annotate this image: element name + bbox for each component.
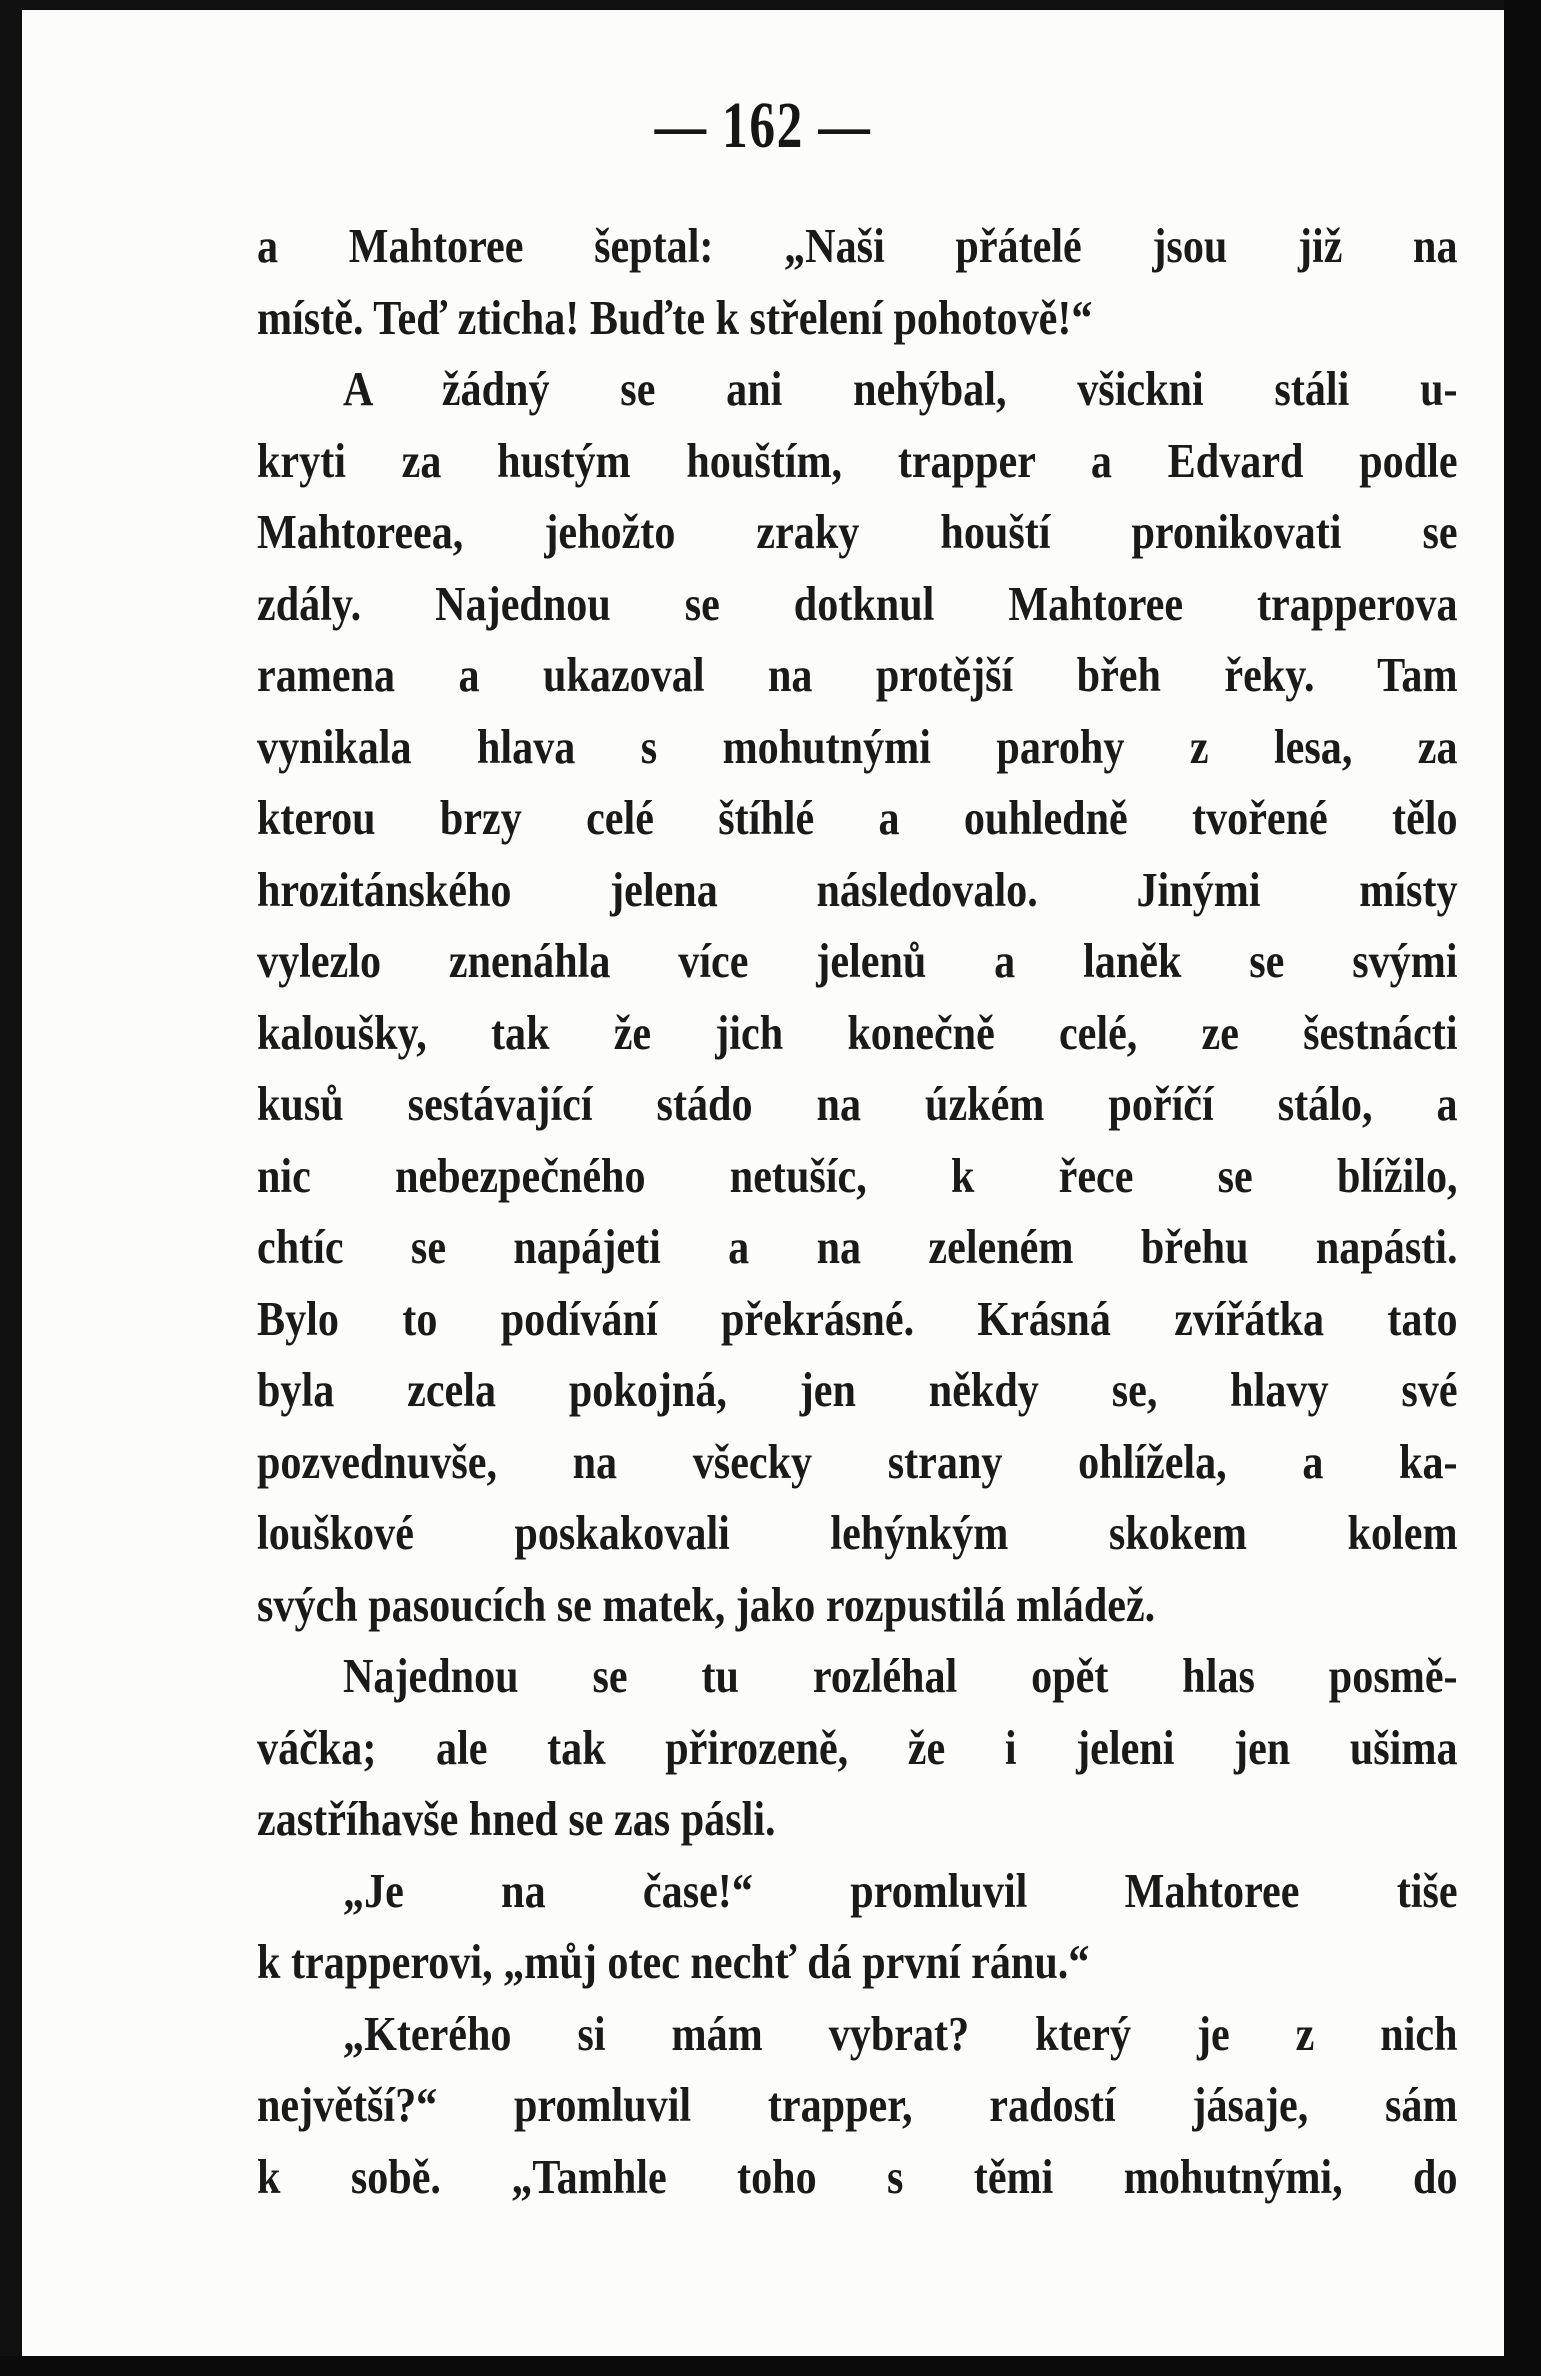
text-line: ramena a ukazoval na protější břeh řeky. Tam [257,647,1458,702]
text-line: k trapperovi, „můj otec nechť dá první ránu.“ [257,1934,1090,1989]
text-line: zdály. Najednou se dotknul Mahtoree trapperova [257,575,1458,631]
text-line: kusů sestávající stádo na úzkém poříčí stálo, a [257,1076,1458,1131]
text-line: zastříhavše hned se zas pásli. [257,1791,776,1846]
text-line: místě. Teď zticha! Buďte k střelení pohotově!“ [257,289,1093,345]
text-line: „Kterého si mám vybrat? který je z nich [343,2005,1458,2061]
text-line: kterou brzy celé štíhlé a ouhledně tvořené tělo [257,790,1458,845]
text-line: pozvednuvše, na všecky strany ohlížela, a ka- [257,1433,1458,1489]
text-line: kryti za hustým houštím, trapper a Edvard podle [257,432,1458,488]
text-line: k sobě. „Tamhle toho s těmi mohutnými, do [257,2148,1458,2204]
page-number: — 162 — [654,89,872,162]
text-line: svých pasoucích se matek, jako rozpustilá mládež. [257,1576,1156,1632]
text-line: Najednou se tu rozléhal opět hlas posmě- [343,1648,1458,1703]
text-line: „Je na čase!“ promluvil Mahtoree tiše [343,1862,1458,1918]
text-line: vynikala hlava s mohutnými parohy z lesa, za [257,718,1458,774]
scan-edge-bottom [0,2356,1541,2376]
text-line: váčka; ale tak přirozeně, že i jeleni jen ušima [257,1719,1458,1775]
text-line: vylezlo znenáhla více jelenů a laněk se svými [257,933,1458,988]
text-line: A žádný se ani nehýbal, všickni stáli u- [343,361,1458,416]
text-line: největší?“ promluvil trapper, radostí jásaje, sám [257,2077,1458,2132]
text-line: chtíc se napájeti a na zeleném břehu napásti. [257,1219,1458,1274]
text-line: Mahtoreea, jehožto zraky houští pronikovati se [257,504,1458,559]
scan-edge-right [1504,0,1541,2376]
text-line: a Mahtoree šeptal: „Naši přátelé jsou již na [257,218,1458,273]
body-text [257,210,1457,2212]
text-line: Bylo to podívání překrásné. Krásná zvířátka tato [257,1290,1458,1346]
book-page [22,10,1504,2356]
text-line: hrozitánského jelena následovalo. Jinými místy [257,861,1458,917]
text-line: louškové poskakovali lehýnkým skokem kolem [257,1505,1458,1560]
text-line: kaloušky, tak že jich konečně celé, ze šestnácti [257,1004,1458,1060]
text-line: nic nebezpečného netušíc, k řece se blížilo, [257,1147,1458,1203]
text-line: byla zcela pokojná, jen někdy se, hlavy své [257,1362,1458,1417]
